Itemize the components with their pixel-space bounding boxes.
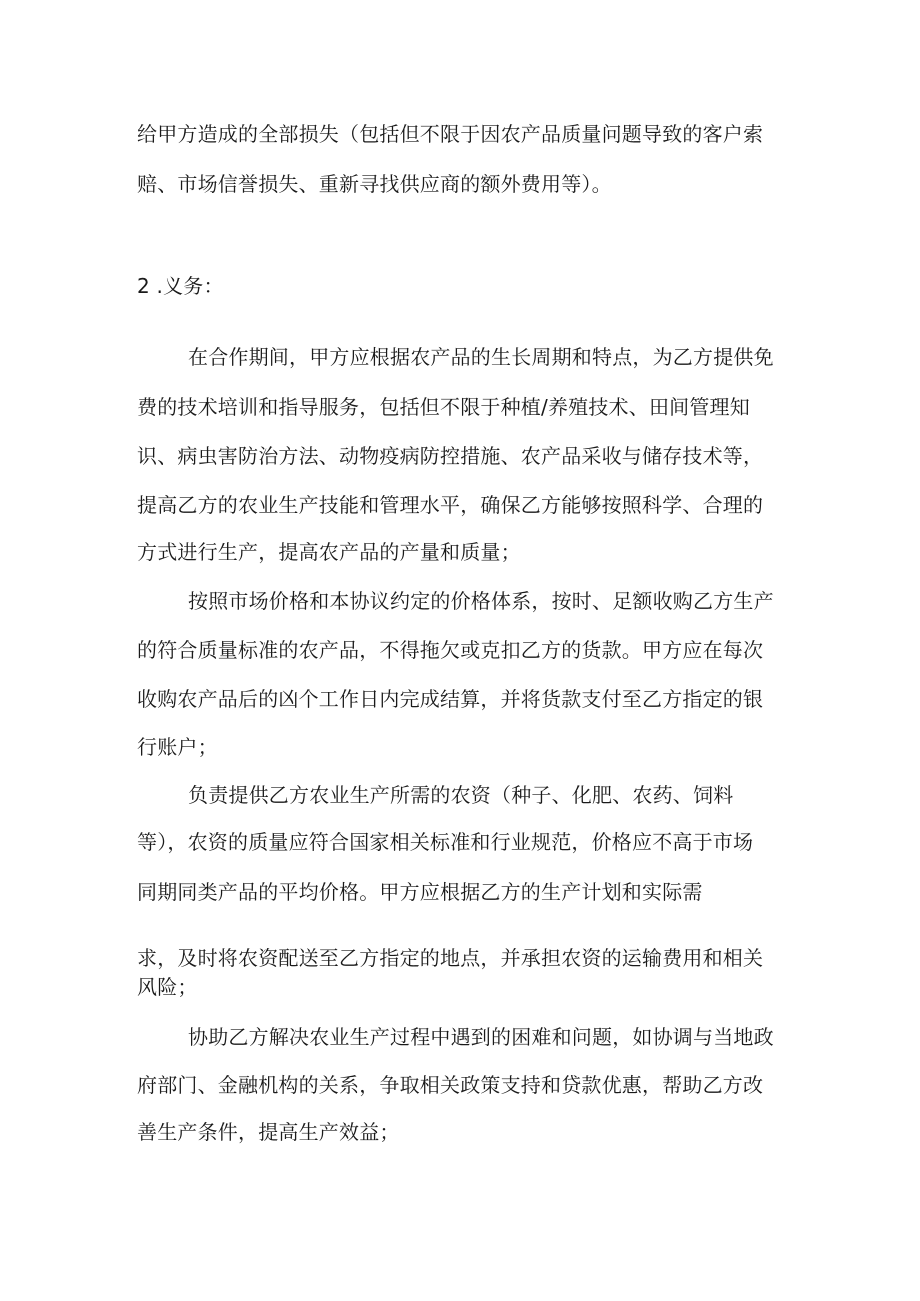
text-line: 府部门、金融机构的关系，争取相关政策支持和贷款优惠，帮助乙方改	[137, 1073, 764, 1097]
text-line: 负责提供乙方农业生产所需的农资（种子、化肥、农药、饲料	[188, 783, 734, 807]
text-line: 善生产条件，提高生产效益；	[137, 1120, 400, 1144]
text-line: 的符合质量标准的农产品，不得拖欠或克扣乙方的货款。甲方应在每次	[137, 638, 764, 662]
text-line: 风险；	[137, 975, 198, 999]
text-line: 收购农产品后的凶个工作日内完成结算，并将货款支付至乙方指定的银	[137, 687, 764, 711]
text-line: 求，及时将农资配送至乙方指定的地点，并承担农资的运输费用和相关	[137, 946, 764, 970]
text-line: 协助乙方解决农业生产过程中遇到的困难和问题，如协调与当地政	[188, 1025, 774, 1049]
text-line: 等），农资的质量应符合国家相关标准和行业规范，价格应不高于市场	[137, 830, 754, 854]
text-line: 行账户；	[137, 735, 218, 759]
text-line: 在合作期间，甲方应根据农产品的生长周期和特点，为乙方提供免	[188, 345, 774, 369]
section-heading: 2 .义务：	[137, 274, 224, 298]
text-line: 按照市场价格和本协议约定的价格体系，按时、足额收购乙方生产	[188, 589, 774, 613]
text-line: 同期同类产品的平均价格。甲方应根据乙方的生产计划和实际需	[137, 880, 703, 904]
text-line: 提高乙方的农业生产技能和管理水平，确保乙方能够按照科学、合理的	[137, 493, 764, 517]
text-line: 给甲方造成的全部损失（包括但不限于因农产品质量问题导致的客户索	[137, 122, 764, 146]
text-line: 费的技术培训和指导服务，包括但不限于种植/养殖技术、田间管理知	[137, 395, 750, 419]
text-line: 赔、市场信誉损失、重新寻找供应商的额外费用等）。	[137, 172, 612, 196]
text-line: 方式进行生产，提高农产品的产量和质量；	[137, 540, 521, 564]
text-line: 识、病虫害防治方法、动物疫病防控措施、农产品采收与储存技术等，	[137, 444, 764, 468]
